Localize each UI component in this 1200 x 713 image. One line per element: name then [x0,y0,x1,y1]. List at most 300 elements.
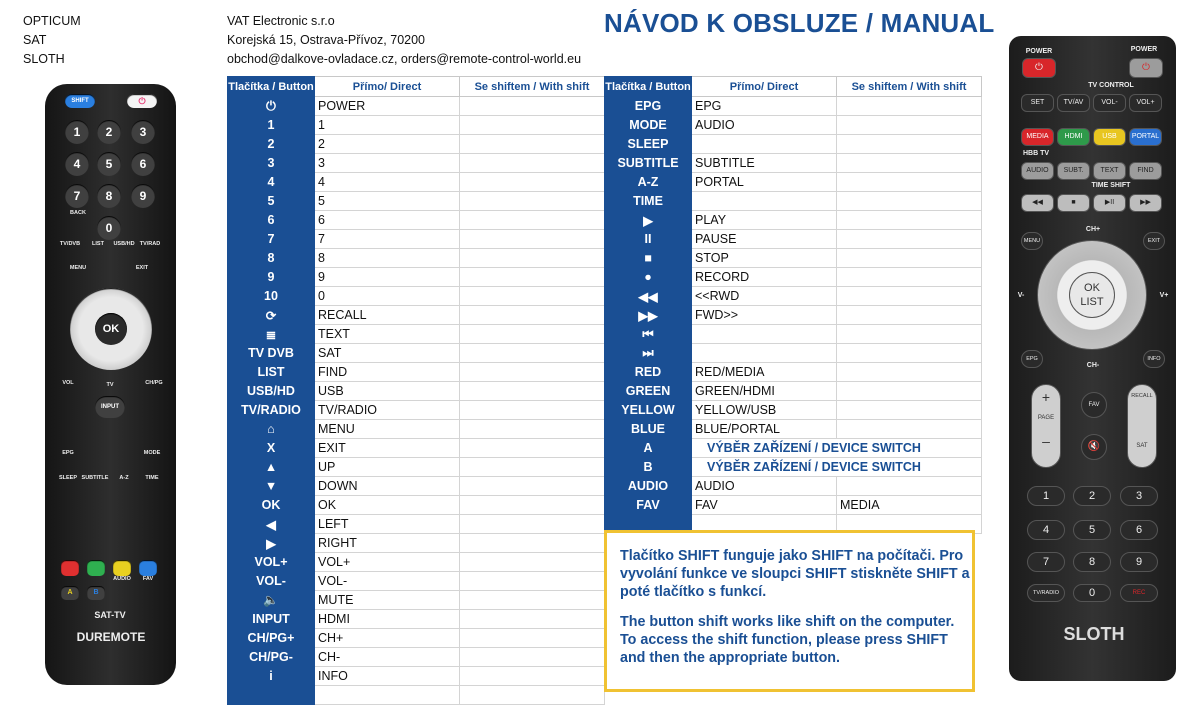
shift-cell [837,97,982,116]
direct-cell: HDMI [315,610,460,629]
button-cell: 6 [228,211,315,230]
button-cell: 10 [228,287,315,306]
header-shift: Se shiftem / With shift [460,77,605,97]
table-row [228,496,605,515]
shift-cell [460,420,605,439]
shift-cell [837,154,982,173]
audio-label: AUDIO [113,576,131,582]
vp-label: V+ [1159,292,1169,299]
button-cell: BLUE [605,420,692,439]
button-cell: ● [605,268,692,287]
button-cell: 1 [228,116,315,135]
direct-cell: CH+ [315,629,460,648]
company-address: Korejská 15, Ostrava-Přívoz, 70200 [227,33,426,47]
button-cell: SUBTITLE [605,154,692,173]
direct-cell: OK [315,496,460,515]
digit-key-7: 7 [65,184,89,208]
direct-cell [692,192,837,211]
table-row [228,420,605,439]
table-row [228,591,605,610]
direct-cell: DOWN [315,477,460,496]
red-key [61,560,79,576]
button-cell: ⌂ [228,420,315,439]
digit-key-2: 2 [97,120,121,144]
shift-cell [837,135,982,154]
button-cell: SLEEP [605,135,692,154]
button-cell: ⏻ [228,97,315,116]
usbhd-label: USB/HD [113,241,135,247]
hbbtv-label: HBB TV [1022,150,1050,157]
table-row [228,211,605,230]
shift-cell [837,382,982,401]
button-cell: RED [605,363,692,382]
direct-cell: GREEN/HDMI [692,382,837,401]
button-cell: 3 [228,154,315,173]
chp-label: CH+ [1085,226,1101,233]
direct-cell: VOL+ [315,553,460,572]
text-key: TEXT [1093,162,1126,180]
shift-cell [460,249,605,268]
table-row [228,477,605,496]
table-row [605,439,982,458]
rec-key: REC [1120,584,1158,602]
shift-cell [837,420,982,439]
button-cell: TV/RADIO [228,401,315,420]
shift-cell [460,173,605,192]
hdmi-key: HDMI [1057,128,1090,146]
table-row [605,154,982,173]
shift-cell [460,306,605,325]
header-direct: Přímo/ Direct [315,77,460,97]
button-cell: LIST [228,363,315,382]
power-key-red: ⏻ [1022,58,1056,78]
button-cell: VOL+ [228,553,315,572]
shift-note-en: The button shift works like shift on the computer. To access the shift function, please press SHIFT and then the appropriate button. [620,614,955,666]
table-row [228,686,605,705]
button-cell: YELLOW [605,401,692,420]
direct-cell: MENU [315,420,460,439]
table-row [605,401,982,420]
fav-label: FAV [142,576,154,582]
remote-right-photo [1009,36,1176,681]
shift-key: SHIFT [65,94,95,108]
direct-cell: AUDIO [692,477,837,496]
direct-cell: TV/RADIO [315,401,460,420]
usb-key: USB [1093,128,1126,146]
header-direct: Přímo/ Direct [692,77,837,97]
tv-label: TV [106,382,114,388]
timeshift-label: TIME SHIFT [1091,182,1131,189]
set-key: SET [1021,94,1054,112]
sat-label: SAT [1136,443,1148,449]
volm-key: VOL- [1093,94,1126,112]
button-map-table-left [227,76,605,705]
button-cell: B [605,458,692,477]
table-row [605,344,982,363]
button-cell: GREEN [605,382,692,401]
shift-cell [460,97,605,116]
header-button: Tlačítka / Button [605,77,692,97]
shift-cell [460,686,605,705]
button-cell: ◀◀ [605,287,692,306]
button-cell: TV DVB [228,344,315,363]
shift-cell [837,230,982,249]
table-row [605,249,982,268]
table-row [228,192,605,211]
button-cell: 5 [228,192,315,211]
direct-cell: PAUSE [692,230,837,249]
info-key: INFO [1143,350,1165,368]
button-cell: INPUT [228,610,315,629]
digit-key-4: 4 [1027,520,1065,540]
direct-cell: 2 [315,135,460,154]
table-row [605,97,982,116]
table-row [228,667,605,686]
direct-cell: PLAY [692,211,837,230]
shift-cell [837,363,982,382]
list-label: LIST [92,241,104,247]
company-info [227,12,581,69]
table-row [605,363,982,382]
tvrad-label: TV/RAD [139,241,161,247]
direct-cell: 7 [315,230,460,249]
subtitle-label: SUBTITLE [81,475,109,481]
shift-cell [460,477,605,496]
shift-note-cz: Tlačítko SHIFT funguje jako SHIFT na počítači. Pro vyvolání funkce ve sloupci SHIFT stiskněte SHIFT a poté tlačítko s funkcí. [620,548,970,600]
table-row [605,458,982,477]
direct-cell: INFO [315,667,460,686]
digit-key-3: 3 [131,120,155,144]
header-button: Tlačítka / Button [228,77,315,97]
power-key: ⏻ [127,94,157,108]
shift-cell [460,629,605,648]
digit-key-5: 5 [1073,520,1111,540]
shift-cell [460,610,605,629]
epg-label: EPG [62,450,74,456]
shift-cell [837,401,982,420]
recall-sat-rocker [1127,384,1157,468]
button-cell: ≣ [228,325,315,344]
shift-cell [460,401,605,420]
shift-cell [460,553,605,572]
shift-cell [460,591,605,610]
recall-label: RECALL [1131,393,1153,399]
shift-cell [460,192,605,211]
tvdvb-label: TV/DVB [59,241,81,247]
shift-cell [460,382,605,401]
table-row [228,572,605,591]
direct-cell: POWER [315,97,460,116]
direct-cell [692,344,837,363]
brand-opticum: OPTICUM [23,14,81,28]
button-cell: MODE [605,116,692,135]
table-row [228,382,605,401]
subt-key: SUBT. [1057,162,1090,180]
table-row [228,230,605,249]
button-cell: 🔈 [228,591,315,610]
shift-cell [460,572,605,591]
table-row [228,249,605,268]
company-emails: obchod@dalkove-ovladace.cz, orders@remote-control-world.eu [227,52,582,66]
direct-cell [692,135,837,154]
table-header-row [228,77,605,97]
button-cell: 9 [228,268,315,287]
sloth-logo: SLOTH [1063,624,1125,644]
shift-cell [460,439,605,458]
direct-cell: 9 [315,268,460,287]
back-label: BACK [70,210,86,216]
green-key [87,560,105,576]
button-cell: ▲ [228,458,315,477]
button-cell: ▶▶ [605,306,692,325]
shift-cell [460,287,605,306]
brand-sat: SAT [23,33,47,47]
button-cell: ▼ [228,477,315,496]
direct-cell: 1 [315,116,460,135]
shift-cell [460,268,605,287]
table-row [605,192,982,211]
menu-key: MENU [1021,232,1043,250]
power-key-grey: ⏻ [1129,58,1163,78]
mode-label: MODE [143,450,161,456]
table-row [228,344,605,363]
digit-key-0: 0 [97,216,121,240]
portal-key: PORTAL [1129,128,1162,146]
direct-cell [692,325,837,344]
direct-cell: FIND [315,363,460,382]
direct-cell: 6 [315,211,460,230]
button-cell: ■ [605,249,692,268]
page-rocker: + PAGE – [1031,384,1061,468]
shift-cell [460,135,605,154]
brand-list [23,12,81,69]
table-row [605,211,982,230]
digit-key-2: 2 [1073,486,1111,506]
table-row [228,439,605,458]
direct-cell: YELLOW/USB [692,401,837,420]
button-cell: ◀ [228,515,315,534]
shift-cell [837,325,982,344]
digit-key-4: 4 [65,152,89,176]
maker-logo: DUREMOTE [76,630,146,644]
shift-cell [460,496,605,515]
button-cell: USB/HD [228,382,315,401]
direct-cell: CH- [315,648,460,667]
table-row [228,135,605,154]
table-row [228,458,605,477]
table-row [605,477,982,496]
shift-cell [837,268,982,287]
shift-cell: MEDIA [837,496,982,515]
table-row [605,420,982,439]
table-row [228,325,605,344]
table-row [228,97,605,116]
table-row [605,306,982,325]
direct-cell: SAT [315,344,460,363]
digit-key-6: 6 [1120,520,1158,540]
exit-label: EXIT [135,265,149,271]
page-label: PAGE [1037,415,1055,421]
button-cell: CH/PG+ [228,629,315,648]
button-cell: 4 [228,173,315,192]
button-cell: i [228,667,315,686]
sleep-label: SLEEP [58,475,78,481]
time-label: TIME [145,475,159,481]
shift-cell [460,325,605,344]
direct-cell: SUBTITLE [692,154,837,173]
playpause-key: ▶II [1093,194,1126,212]
shift-note-box [604,530,975,692]
button-cell: ⏭ [605,344,692,363]
shift-cell [460,458,605,477]
button-cell: AUDIO [605,477,692,496]
direct-cell: RECORD [692,268,837,287]
digit-key-1: 1 [65,120,89,144]
table-row [605,496,982,515]
vm-label: V- [1017,292,1025,299]
table-row [228,116,605,135]
chm-label: CH- [1086,362,1100,369]
model-label: SAT-TV [94,610,126,620]
shift-cell [460,363,605,382]
button-cell: A-Z [605,173,692,192]
digit-key-9: 9 [131,184,155,208]
table-row [228,154,605,173]
table-row [228,363,605,382]
digit-key-3: 3 [1120,486,1158,506]
digit-key-5: 5 [97,152,121,176]
list-label: LIST [1080,296,1104,308]
table-row [228,287,605,306]
table-row [605,325,982,344]
button-cell: ⟳ [228,306,315,325]
shift-cell [837,173,982,192]
shift-cell [460,534,605,553]
direct-cell: RECALL [315,306,460,325]
shift-cell [460,230,605,249]
button-cell: II [605,230,692,249]
mute-key: 🔇 [1081,434,1107,460]
shift-cell [837,287,982,306]
header-shift: Se shiftem / With shift [837,77,982,97]
device-switch-cell: VÝBĚR ZAŘÍZENÍ / DEVICE SWITCH [692,458,982,477]
direct-cell [315,686,460,705]
shift-cell [460,344,605,363]
table-row [228,268,605,287]
direct-cell: 8 [315,249,460,268]
button-cell: VOL- [228,572,315,591]
direct-cell: UP [315,458,460,477]
table-row [605,173,982,192]
direct-cell: FAV [692,496,837,515]
tvav-key: TV/AV [1057,94,1090,112]
shift-cell [460,515,605,534]
button-cell: X [228,439,315,458]
digit-key-9: 9 [1120,552,1158,572]
tvradio-key: TV/RADIO [1027,584,1065,602]
find-key: FIND [1129,162,1162,180]
digit-key-8: 8 [97,184,121,208]
company-name: VAT Electronic s.r.o [227,14,335,28]
direct-cell: <<RWD [692,287,837,306]
table-row [228,648,605,667]
button-cell: OK [228,496,315,515]
exit-key: EXIT [1143,232,1165,250]
button-cell: ▶ [228,534,315,553]
fwd-key: ▶▶ [1129,194,1162,212]
shift-cell [837,192,982,211]
direct-cell: BLUE/PORTAL [692,420,837,439]
direct-cell: 5 [315,192,460,211]
shift-cell [460,154,605,173]
digit-key-1: 1 [1027,486,1065,506]
table-row [228,553,605,572]
direct-cell: EPG [692,97,837,116]
shift-cell [837,249,982,268]
shift-cell [837,306,982,325]
table-row [605,230,982,249]
epg-key: EPG [1021,350,1043,368]
ok-list-key [1069,272,1115,318]
input-key: INPUT [95,396,125,418]
button-cell: ▶ [605,211,692,230]
direct-cell: EXIT [315,439,460,458]
button-cell: 8 [228,249,315,268]
direct-cell: TEXT [315,325,460,344]
direct-cell: LEFT [315,515,460,534]
direct-cell: AUDIO [692,116,837,135]
button-cell: FAV [605,496,692,515]
table-row [228,610,605,629]
button-cell: EPG [605,97,692,116]
page-title: NÁVOD K OBSLUZE / MANUAL [604,8,995,38]
direct-cell: PORTAL [692,173,837,192]
table-row [228,515,605,534]
a-key: A [61,586,79,600]
direct-cell: MUTE [315,591,460,610]
button-cell: TIME [605,192,692,211]
volp-key: VOL+ [1129,94,1162,112]
table-row [605,287,982,306]
blue-key [139,560,157,576]
brand-sloth: SLOTH [23,52,65,66]
table-row [228,173,605,192]
digit-key-7: 7 [1027,552,1065,572]
button-map-table-right [604,76,982,534]
button-cell: 2 [228,135,315,154]
table-row [228,306,605,325]
direct-cell: USB [315,382,460,401]
direct-cell: FWD>> [692,306,837,325]
table-header-row [605,77,982,97]
direct-cell: 0 [315,287,460,306]
media-key: MEDIA [1021,128,1054,146]
stop-key: ■ [1057,194,1090,212]
shift-cell [460,667,605,686]
tvcontrol-label: TV CONTROL [1088,82,1134,89]
button-cell: ⏮ [605,325,692,344]
vol-label: VOL [62,380,74,386]
direct-cell: RIGHT [315,534,460,553]
direct-cell: VOL- [315,572,460,591]
direct-cell: STOP [692,249,837,268]
table-row [605,382,982,401]
power-label-left: POWER [1025,48,1053,55]
table-row [605,135,982,154]
ok-label: OK [1084,282,1100,294]
digit-key-8: 8 [1073,552,1111,572]
shift-cell [460,116,605,135]
